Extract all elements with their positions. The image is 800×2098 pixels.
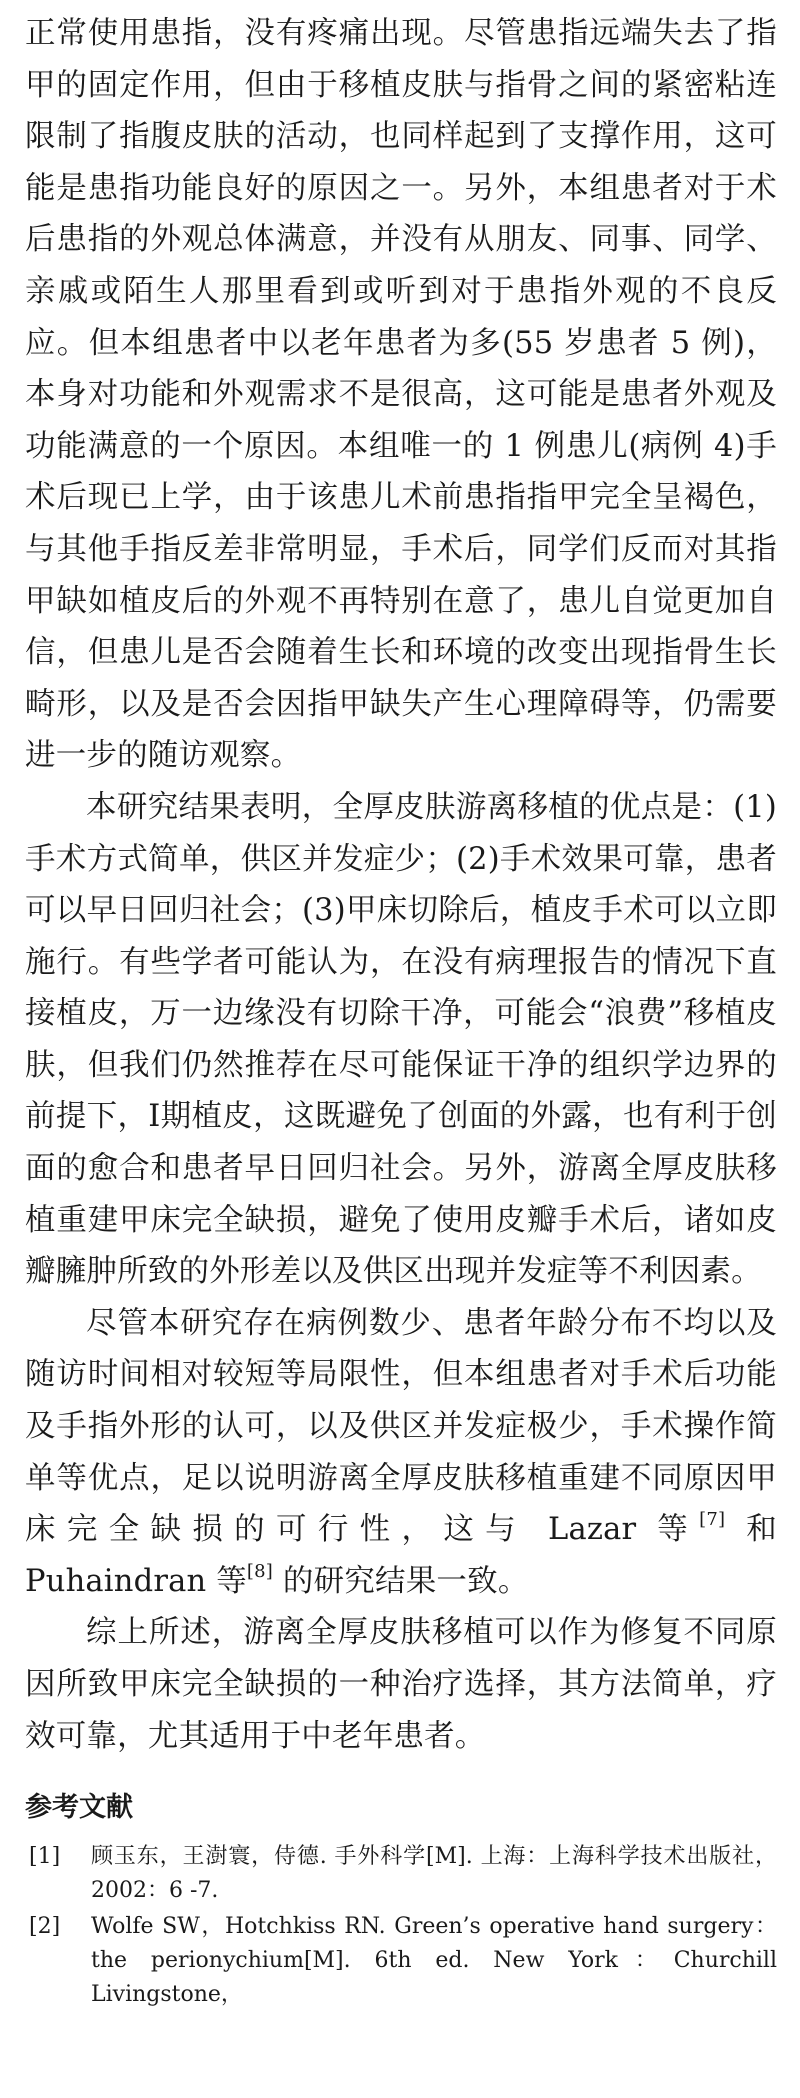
reference-text: 顾玉东，王澍寰，侍德. 手外科学[M]. 上海：上海科学技术出版社，2002：6 -7. <box>91 1844 777 1904</box>
citation-superscript: [7] <box>699 1509 726 1531</box>
paragraph-text: 本研究结果表明，全厚皮肤游离移植的优点是：(1)手术方式简单，供区并发症少；(2)手术效果可靠，患者可以早日回归社会；(3)甲床切除后，植皮手术可以立即施行。有些学者可能认为，在没有病理报告的情况下直接植皮，万一边缘没有切除干净，可能会“浪费”移植皮肤，但我们仍然推荐在尽可能保证干净的组织学边界的前提下，Ⅰ期植皮，这既避免了创面的外露，也有利于创面的愈合和患者早日回归社会。另外，游离全厚皮肤移植重建甲床完全缺损，避免了使用皮瓣手术后，诸如皮瓣臃肿所致的外形差以及供区出现并发症等不利因素。 <box>25 789 777 1290</box>
body-text <box>25 8 777 1762</box>
body-paragraph <box>25 8 777 782</box>
body-paragraph <box>25 1607 777 1762</box>
references-heading: 参考文献 <box>25 1792 133 1824</box>
paragraph-text: 综上所述，游离全厚皮肤移植可以作为修复不同原因所致甲床完全缺损的一种治疗选择，其方法简单，疗效可靠，尤其适用于中老年患者。 <box>25 1615 777 1754</box>
body-paragraph <box>25 1298 777 1608</box>
reference-list <box>25 1840 777 2012</box>
reference-number: [1] <box>29 1844 61 1870</box>
paragraph-text: 尽管本研究存在病例数少、患者年龄分布不均以及随访时间相对较短等局限性，但本组患者对手术后功能及手指外形的认可，以及供区并发症极少，手术操作简单等优点，足以说明游离全厚皮肤移植重建不同原因甲床完全缺损的可行性，这与 Lazar 等 <box>25 1305 777 1548</box>
paragraph-text: 的研究结果一致。 <box>273 1563 529 1599</box>
article-page <box>25 8 777 2014</box>
paragraph-text: 和 Puhaindran 等 <box>25 1512 777 1599</box>
reference-number: [2] <box>29 1914 61 1940</box>
reference-item <box>25 1840 777 1908</box>
citation-superscript: [8] <box>246 1560 274 1582</box>
paragraph-text: 正常使用患指，没有疼痛出现。尽管患指远端失去了指甲的固定作用，但由于移植皮肤与指骨之间的紧密粘连限制了指腹皮肤的活动，也同样起到了支撑作用，这可能是患指功能良好的原因之一。另外，本组患者对于术后患指的外观总体满意，并没有从朋友、同事、同学、亲戚或陌生人那里看到或听到对于患指外观的不良反应。但本组患者中以老年患者为多(55 岁患者 5 例)，本身对功能和外观需求不是很高，这可能是患者外观及功能满意的一个原因。本组唯一的 1 例患儿(病例 4)手术后现已上学，由于该患儿术前患指指甲完全呈褐色，与其他手指反差非常明显，手术后，同学们反而对其指甲缺如植皮后的外观不再特别在意了，患儿自觉更加自信，但患儿是否会随着生长和环境的改变出现指骨生长畸形，以及是否会因指甲缺失产生心理障碍等，仍需要进一步的随访观察。 <box>25 16 777 774</box>
reference-text: Wolfe SW，Hotchkiss RN. Green’s operative hand surgery：the perionychium[M]. 6th ed. New York：Churchill Livingstone， <box>91 1914 777 2008</box>
body-paragraph <box>25 782 777 1298</box>
reference-item <box>25 1910 777 2012</box>
